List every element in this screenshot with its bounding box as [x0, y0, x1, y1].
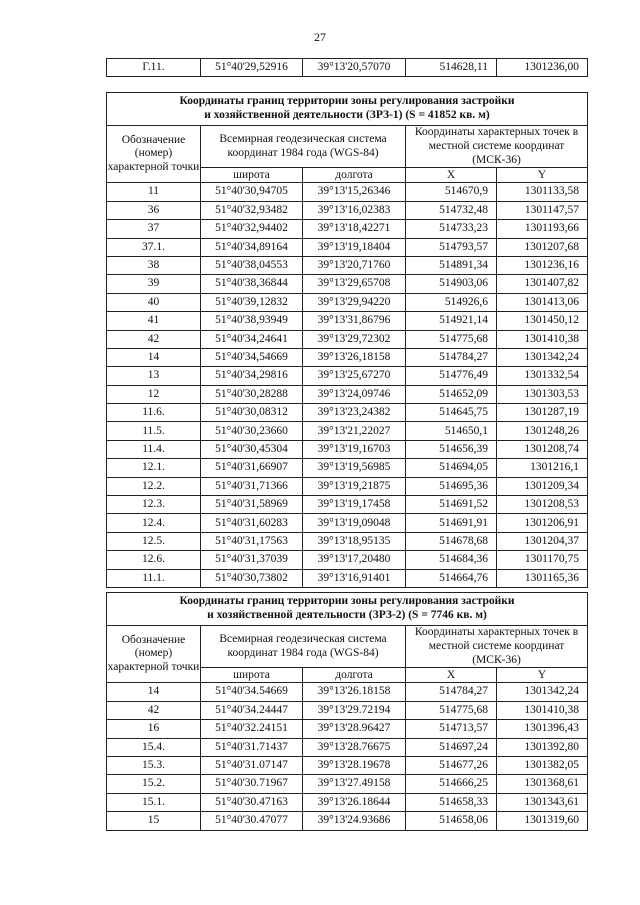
point-cell: 41 [107, 312, 201, 330]
point-cell: 13 [107, 367, 201, 385]
table-row [107, 683, 588, 701]
table-row [107, 477, 588, 495]
latitude-cell: 51°40'30,08312 [201, 404, 303, 422]
zrz2-coordinates-table [106, 592, 588, 831]
y-cell: 1301368,61 [497, 775, 588, 793]
longitude-cell: 39°13'18,95135 [303, 532, 406, 550]
x-cell: 514733,23 [406, 220, 497, 238]
point-cell: Г.11. [107, 59, 201, 77]
latitude-cell: 51°40'34.54669 [201, 683, 303, 701]
x-cell: 514732,48 [406, 201, 497, 219]
y-cell: 1301287,19 [497, 404, 588, 422]
y-cell: 1301170,75 [497, 551, 588, 569]
latitude-cell: 51°40'34,89164 [201, 238, 303, 256]
latitude-cell: 51°40'30,23660 [201, 422, 303, 440]
y-cell: 1301407,82 [497, 275, 588, 293]
local-system-header: Координаты характерных точек в местной системе координат (МСК-36) [406, 126, 588, 168]
zrz2-table-title [107, 593, 588, 626]
longitude-cell: 39°13'19,17458 [303, 496, 406, 514]
table-row [107, 756, 588, 774]
table-row [107, 422, 588, 440]
y-cell: 1301133,58 [497, 183, 588, 201]
x-cell: 514784,27 [406, 683, 497, 701]
table-row [107, 720, 588, 738]
point-cell: 11.1. [107, 569, 201, 587]
longitude-cell: 39°13'26,18158 [303, 348, 406, 366]
longitude-cell: 39°13'20,57070 [303, 59, 406, 77]
point-cell: 12.5. [107, 532, 201, 550]
longitude-cell: 39°13'24.93686 [303, 812, 406, 830]
latitude-cell: 51°40'30,45304 [201, 440, 303, 458]
table-row [107, 330, 588, 348]
latitude-cell: 51°40'31,58969 [201, 496, 303, 514]
point-cell: 12.4. [107, 514, 201, 532]
y-header: Y [497, 168, 588, 183]
page-number: 27 [314, 30, 326, 44]
longitude-header: долгота [303, 668, 406, 683]
zrz2-title-line2: и хозяйственной деятельности (ЗРЗ-2) (S = 7746 кв. м) [207, 609, 487, 621]
table-row [107, 496, 588, 514]
x-cell: 514694,05 [406, 459, 497, 477]
y-cell: 1301216,1 [497, 459, 588, 477]
x-cell: 514652,09 [406, 385, 497, 403]
table-row [107, 201, 588, 219]
point-cell: 12.1. [107, 459, 201, 477]
longitude-cell: 39°13'28.96427 [303, 720, 406, 738]
y-cell: 1301208,74 [497, 440, 588, 458]
longitude-cell: 39°13'17,20480 [303, 551, 406, 569]
point-cell: 40 [107, 293, 201, 311]
table-row [107, 59, 588, 77]
point-cell: 14 [107, 348, 201, 366]
point-cell: 16 [107, 720, 201, 738]
point-cell: 36 [107, 201, 201, 219]
latitude-cell: 51°40'39,12832 [201, 293, 303, 311]
y-cell: 1301204,37 [497, 532, 588, 550]
point-cell: 42 [107, 701, 201, 719]
latitude-cell: 51°40'31.07147 [201, 756, 303, 774]
latitude-cell: 51°40'31,60283 [201, 514, 303, 532]
longitude-cell: 39°13'29,94220 [303, 293, 406, 311]
x-cell: 514645,75 [406, 404, 497, 422]
zrz1-coordinates-table [106, 92, 588, 588]
longitude-cell: 39°13'21,22027 [303, 422, 406, 440]
longitude-cell: 39°13'28.76675 [303, 738, 406, 756]
x-cell: 514784,27 [406, 348, 497, 366]
point-cell: 15 [107, 812, 201, 830]
y-cell: 1301303,53 [497, 385, 588, 403]
longitude-cell: 39°13'26.18158 [303, 683, 406, 701]
x-header: X [406, 168, 497, 183]
latitude-header: широта [201, 668, 303, 683]
latitude-cell: 51°40'30.71967 [201, 775, 303, 793]
x-cell: 514650,1 [406, 422, 497, 440]
y-cell: 1301207,68 [497, 238, 588, 256]
designation-header: Обозначение (номер) характерной точки [107, 126, 201, 183]
table-row [107, 514, 588, 532]
table-row [107, 183, 588, 201]
y-cell: 1301208,53 [497, 496, 588, 514]
latitude-cell: 51°40'31,66907 [201, 459, 303, 477]
point-cell: 14 [107, 683, 201, 701]
latitude-cell: 51°40'30,94705 [201, 183, 303, 201]
x-cell: 514713,57 [406, 720, 497, 738]
table-row [107, 440, 588, 458]
x-cell: 514926,6 [406, 293, 497, 311]
longitude-cell: 39°13'29,72302 [303, 330, 406, 348]
x-cell: 514678,68 [406, 532, 497, 550]
latitude-cell: 51°40'38,93949 [201, 312, 303, 330]
longitude-cell: 39°13'18,42271 [303, 220, 406, 238]
y-cell: 1301236,16 [497, 256, 588, 274]
point-cell: 42 [107, 330, 201, 348]
y-cell: 1301342,24 [497, 683, 588, 701]
longitude-cell: 39°13'19,56985 [303, 459, 406, 477]
latitude-cell: 51°40'32,93482 [201, 201, 303, 219]
latitude-cell: 51°40'31,71366 [201, 477, 303, 495]
y-cell: 1301450,12 [497, 312, 588, 330]
longitude-cell: 39°13'24,09746 [303, 385, 406, 403]
point-cell: 12 [107, 385, 201, 403]
y-cell: 1301206,91 [497, 514, 588, 532]
x-cell: 514775,68 [406, 701, 497, 719]
longitude-cell: 39°13'23,24382 [303, 404, 406, 422]
point-cell: 11.6. [107, 404, 201, 422]
latitude-cell: 51°40'30.47163 [201, 793, 303, 811]
longitude-cell: 39°13'27.49158 [303, 775, 406, 793]
latitude-cell: 51°40'30.47077 [201, 812, 303, 830]
y-cell: 1301193,66 [497, 220, 588, 238]
point-cell: 39 [107, 275, 201, 293]
table-row [107, 532, 588, 550]
y-cell: 1301332,54 [497, 367, 588, 385]
x-cell: 514658,33 [406, 793, 497, 811]
y-cell: 1301165,36 [497, 569, 588, 587]
wgs-header: Всемирная геодезическая система координат 1984 года (WGS-84) [201, 626, 406, 668]
y-cell: 1301343,61 [497, 793, 588, 811]
longitude-cell: 39°13'29,65708 [303, 275, 406, 293]
table-row [107, 293, 588, 311]
x-cell: 514656,39 [406, 440, 497, 458]
table-row [107, 348, 588, 366]
latitude-cell: 51°40'30,28288 [201, 385, 303, 403]
table-row [107, 793, 588, 811]
x-cell: 514658,06 [406, 812, 497, 830]
latitude-cell: 51°40'34,54669 [201, 348, 303, 366]
y-cell: 1301319,60 [497, 812, 588, 830]
longitude-cell: 39°13'25,67270 [303, 367, 406, 385]
x-cell: 514697,24 [406, 738, 497, 756]
x-cell: 514793,57 [406, 238, 497, 256]
y-cell: 1301392,80 [497, 738, 588, 756]
point-cell: 11 [107, 183, 201, 201]
table-row [107, 812, 588, 830]
point-cell: 37.1. [107, 238, 201, 256]
longitude-cell: 39°13'19,18404 [303, 238, 406, 256]
table-row [107, 551, 588, 569]
table-row [107, 404, 588, 422]
continuation-table [106, 58, 588, 77]
y-cell: 1301396,43 [497, 720, 588, 738]
designation-header: Обозначение (номер) характерной точки [107, 626, 201, 683]
point-cell: 15.2. [107, 775, 201, 793]
point-cell: 38 [107, 256, 201, 274]
y-cell: 1301147,57 [497, 201, 588, 219]
y-cell: 1301209,34 [497, 477, 588, 495]
zrz1-table-title [107, 93, 588, 126]
zrz1-title-line1: Координаты границ территории зоны регулирования застройки [179, 95, 515, 108]
table-row [107, 275, 588, 293]
x-cell: 514666,25 [406, 775, 497, 793]
longitude-header: долгота [303, 168, 406, 183]
x-cell: 514691,91 [406, 514, 497, 532]
table-row [107, 775, 588, 793]
y-cell: 1301248,26 [497, 422, 588, 440]
longitude-cell: 39°13'16,91401 [303, 569, 406, 587]
zrz2-title-line1: Координаты границ территории зоны регулирования застройки [179, 595, 515, 608]
latitude-cell: 51°40'38,04553 [201, 256, 303, 274]
longitude-cell: 39°13'28.19678 [303, 756, 406, 774]
point-cell: 37 [107, 220, 201, 238]
point-cell: 15.4. [107, 738, 201, 756]
table-row [107, 367, 588, 385]
x-header: X [406, 668, 497, 683]
y-cell: 1301236,00 [497, 59, 588, 77]
table-row [107, 238, 588, 256]
local-system-header: Координаты характерных точек в местной системе координат (МСК-36) [406, 626, 588, 668]
x-cell: 514903,06 [406, 275, 497, 293]
latitude-header: широта [201, 168, 303, 183]
point-cell: 11.4. [107, 440, 201, 458]
x-cell: 514670,9 [406, 183, 497, 201]
latitude-cell: 51°40'29,52916 [201, 59, 303, 77]
point-cell: 15.1. [107, 793, 201, 811]
x-cell: 514891,34 [406, 256, 497, 274]
longitude-cell: 39°13'16,02383 [303, 201, 406, 219]
latitude-cell: 51°40'31,37039 [201, 551, 303, 569]
y-cell: 1301382,05 [497, 756, 588, 774]
x-cell: 514775,68 [406, 330, 497, 348]
y-cell: 1301410,38 [497, 330, 588, 348]
latitude-cell: 51°40'31.71437 [201, 738, 303, 756]
table-row [107, 459, 588, 477]
x-cell: 514628,11 [406, 59, 497, 77]
y-header: Y [497, 668, 588, 683]
table-row [107, 256, 588, 274]
longitude-cell: 39°13'20,71760 [303, 256, 406, 274]
point-cell: 12.3. [107, 496, 201, 514]
longitude-cell: 39°13'26.18644 [303, 793, 406, 811]
y-cell: 1301413,06 [497, 293, 588, 311]
point-cell: 11.5. [107, 422, 201, 440]
y-cell: 1301410,38 [497, 701, 588, 719]
x-cell: 514695,36 [406, 477, 497, 495]
table-row [107, 385, 588, 403]
x-cell: 514684,36 [406, 551, 497, 569]
latitude-cell: 51°40'34,24641 [201, 330, 303, 348]
longitude-cell: 39°13'19,21875 [303, 477, 406, 495]
wgs-header: Всемирная геодезическая система координат 1984 года (WGS-84) [201, 126, 406, 168]
latitude-cell: 51°40'30,73802 [201, 569, 303, 587]
latitude-cell: 51°40'31,17563 [201, 532, 303, 550]
longitude-cell: 39°13'31,86796 [303, 312, 406, 330]
table-row [107, 312, 588, 330]
latitude-cell: 51°40'32,94402 [201, 220, 303, 238]
zrz1-title-line2: и хозяйственной деятельности (ЗРЗ-1) (S = 41852 кв. м) [204, 109, 490, 121]
table-row [107, 738, 588, 756]
latitude-cell: 51°40'34.24447 [201, 701, 303, 719]
latitude-cell: 51°40'34,29816 [201, 367, 303, 385]
x-cell: 514921,14 [406, 312, 497, 330]
longitude-cell: 39°13'29.72194 [303, 701, 406, 719]
table-row [107, 701, 588, 719]
longitude-cell: 39°13'19,16703 [303, 440, 406, 458]
table-row [107, 569, 588, 587]
longitude-cell: 39°13'15,26346 [303, 183, 406, 201]
point-cell: 12.2. [107, 477, 201, 495]
latitude-cell: 51°40'32.24151 [201, 720, 303, 738]
y-cell: 1301342,24 [497, 348, 588, 366]
latitude-cell: 51°40'38,36844 [201, 275, 303, 293]
longitude-cell: 39°13'19,09048 [303, 514, 406, 532]
x-cell: 514664,76 [406, 569, 497, 587]
point-cell: 15.3. [107, 756, 201, 774]
table-row [107, 220, 588, 238]
x-cell: 514677,26 [406, 756, 497, 774]
x-cell: 514691,52 [406, 496, 497, 514]
x-cell: 514776,49 [406, 367, 497, 385]
point-cell: 12.6. [107, 551, 201, 569]
